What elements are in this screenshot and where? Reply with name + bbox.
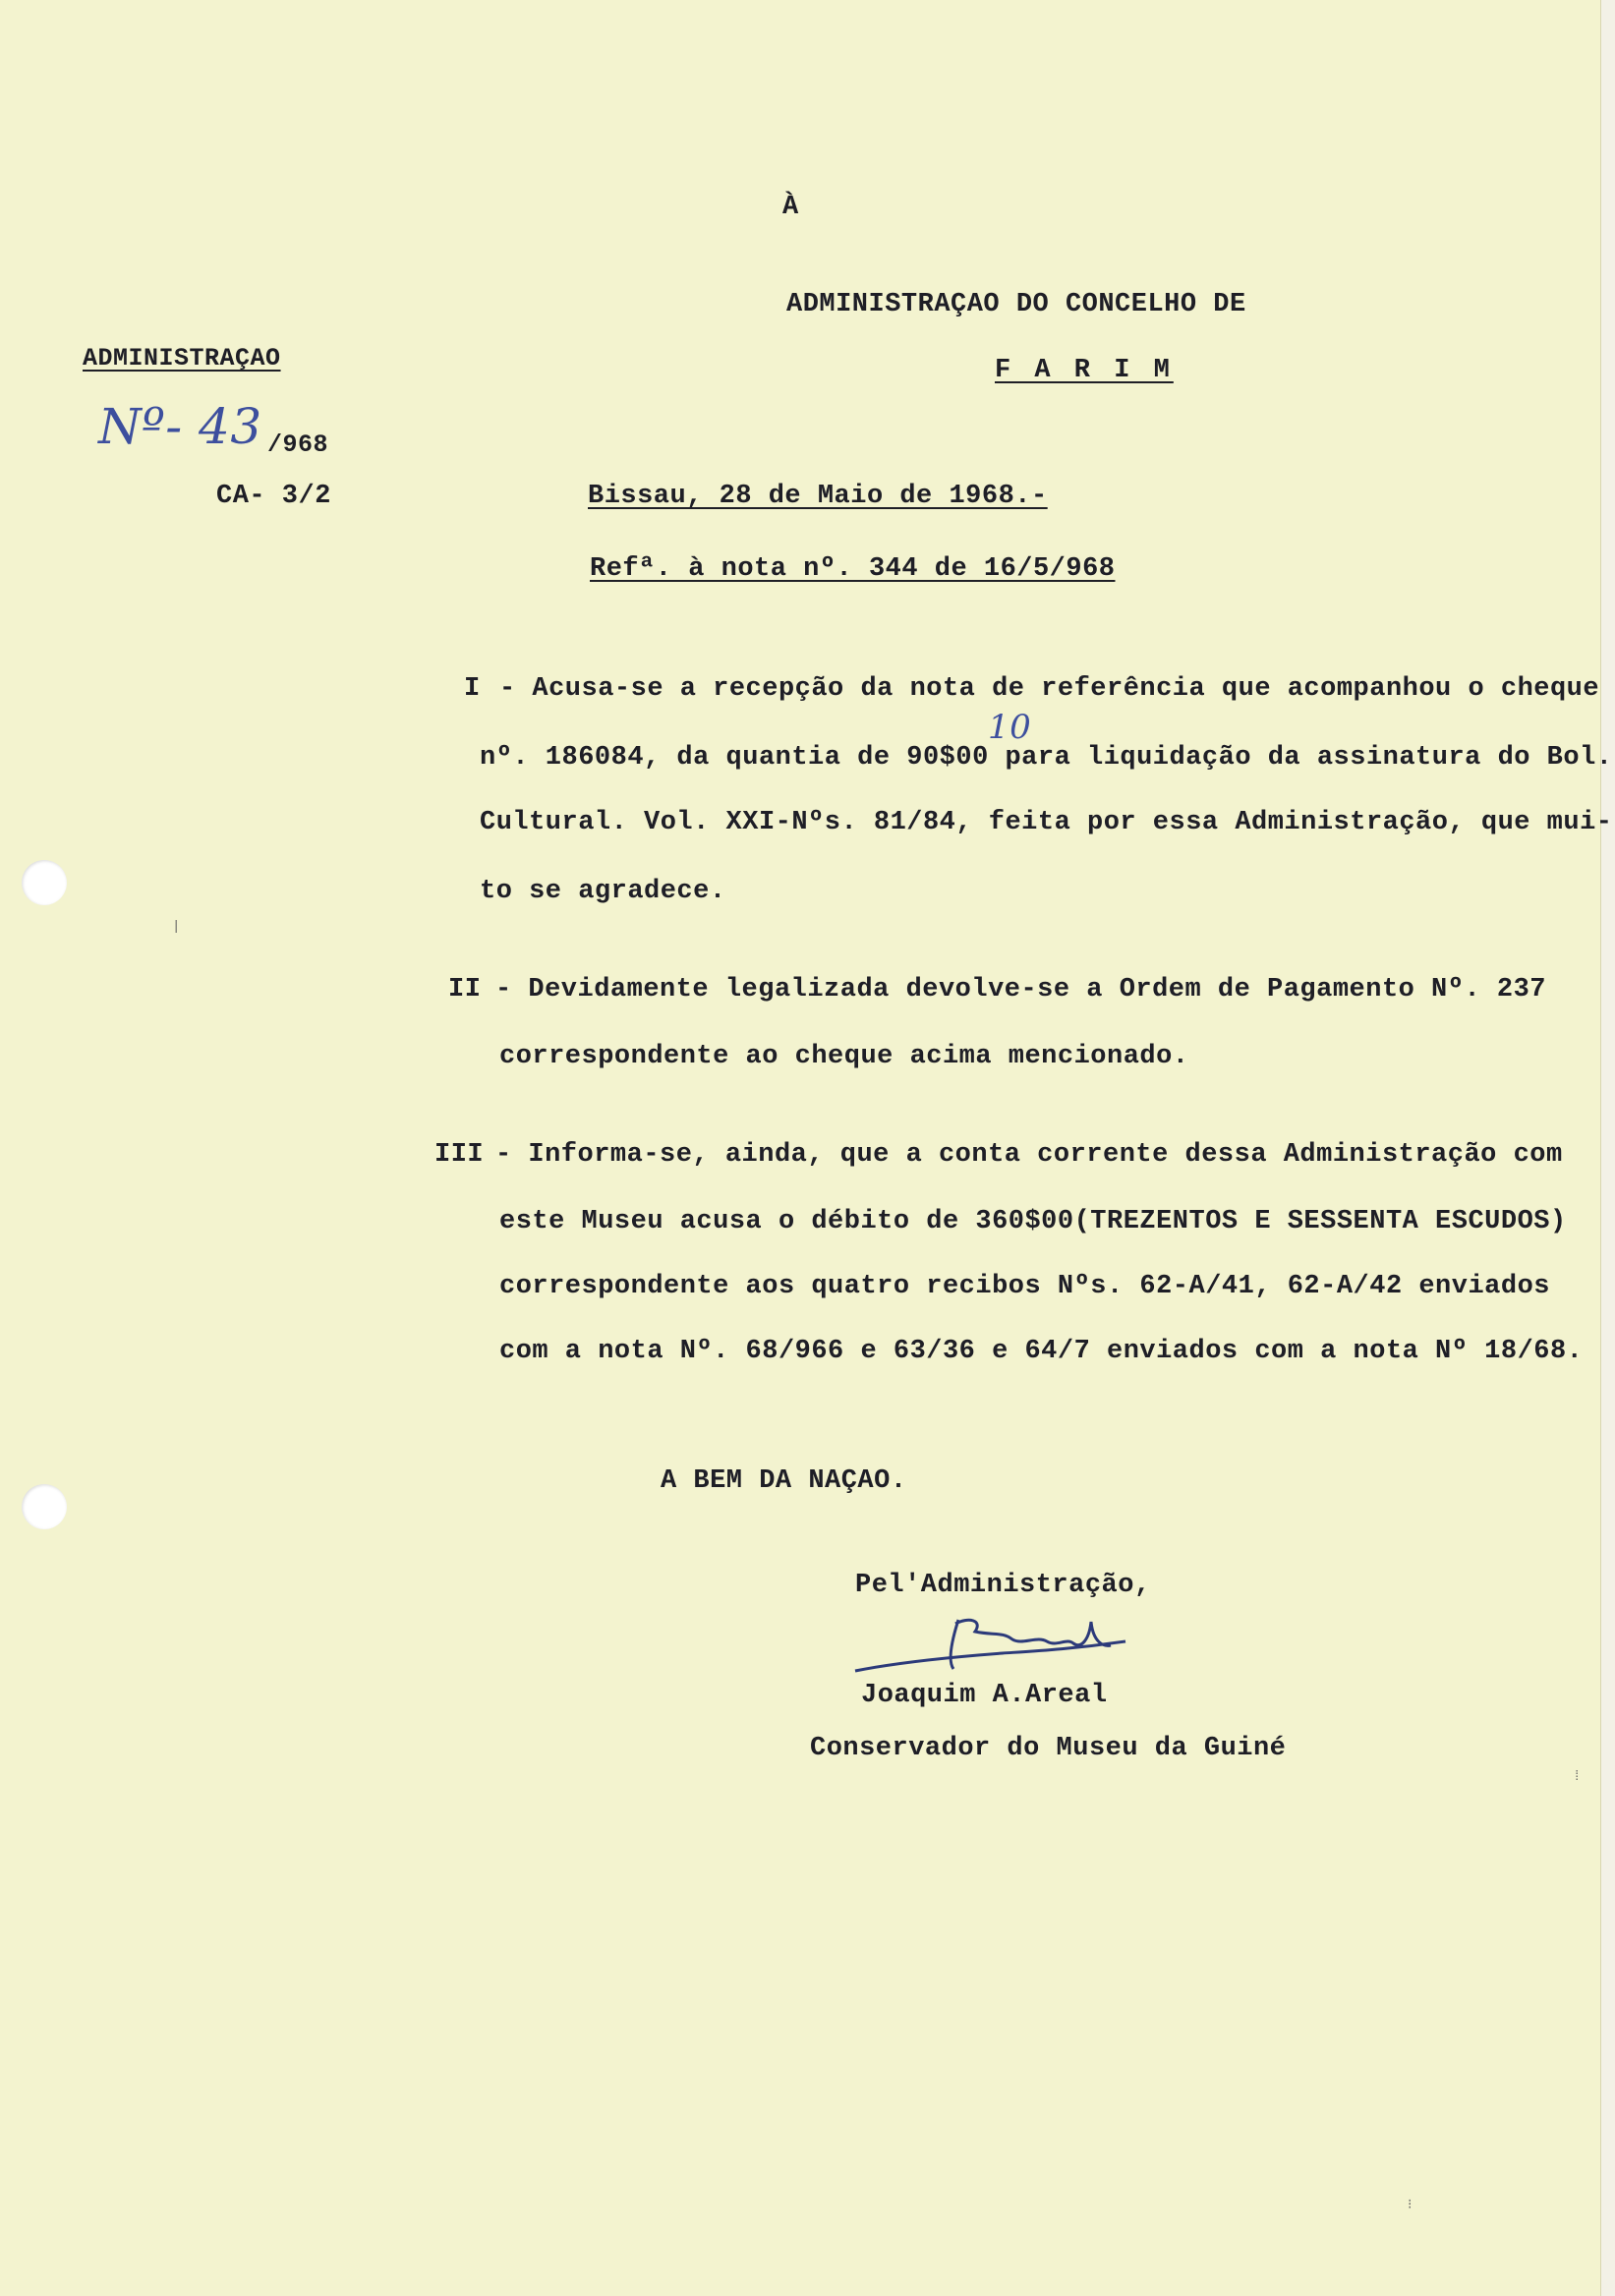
paragraph-3-line-1: - Informa-se, ainda, que a conta corrente dessa Administração com	[495, 1140, 1563, 1170]
paragraph-1-line-2: nº. 186084, da quantia de 90$00 para liquidação da assinatura do Bol.	[480, 743, 1613, 773]
reference-line: Refª. à nota nº. 344 de 16/5/968	[590, 554, 1116, 584]
margin-tick: ⁝	[1408, 2198, 1413, 2213]
margin-tick: ⁞	[1573, 1769, 1582, 1785]
paragraph-3-line-4: com a nota Nº. 68/966 e 63/36 e 64/7 enviados com a nota Nº 18/68.	[499, 1337, 1584, 1366]
paragraph-3-line-2: este Museu acusa o débito de 360$00(TREZENTOS E SESSENTA ESCUDOS)	[499, 1207, 1567, 1236]
punch-hole-top	[22, 860, 67, 905]
classification-code: CA- 3/2	[216, 482, 331, 511]
addressee-line-2: F A R I M	[995, 356, 1174, 385]
paragraph-3-line-3: correspondente aos quatro recibos Nºs. 62-A/41, 62-A/42 enviados	[499, 1272, 1550, 1301]
top-mark: À	[782, 193, 799, 222]
addressee-line-1: ADMINISTRAÇAO DO CONCELHO DE	[786, 290, 1246, 319]
on-behalf-line: Pel'Administração,	[855, 1571, 1151, 1600]
margin-tick: |	[172, 919, 181, 935]
date-line: Bissau, 28 de Maio de 1968.-	[588, 482, 1048, 511]
paragraph-2-line-2: correspondente ao cheque acima mencionado.	[499, 1042, 1189, 1071]
department-label: ADMINISTRAÇAO	[83, 344, 281, 373]
paragraph-3-numeral: III	[434, 1140, 485, 1170]
signatory-title: Conservador do Museu da Guiné	[810, 1734, 1287, 1763]
handwritten-amount-correction: 10	[988, 708, 1032, 747]
paragraph-2-line-1: - Devidamente legalizada devolve-se a Ordem de Pagamento Nº. 237	[495, 975, 1546, 1004]
handwritten-reference-number: Nº- 43	[98, 398, 262, 455]
paragraph-1-line-1: - Acusa-se a recepção da nota de referência que acompanhou o cheque	[499, 674, 1600, 704]
paragraph-1-line-3: Cultural. Vol. XXI-Nºs. 81/84, feita por essa Administração, que mui-	[480, 808, 1613, 837]
punch-hole-bottom	[22, 1484, 67, 1529]
paragraph-2-numeral: II	[448, 975, 482, 1004]
closing-salutation: A BEM DA NAÇAO.	[661, 1466, 907, 1496]
handwritten-signature	[845, 1602, 1140, 1691]
reference-year: /968	[267, 430, 329, 459]
paragraph-1-line-4: to se agradece.	[480, 877, 726, 906]
paragraph-1-numeral: I	[464, 674, 481, 704]
signatory-name: Joaquim A.Areal	[861, 1681, 1108, 1710]
